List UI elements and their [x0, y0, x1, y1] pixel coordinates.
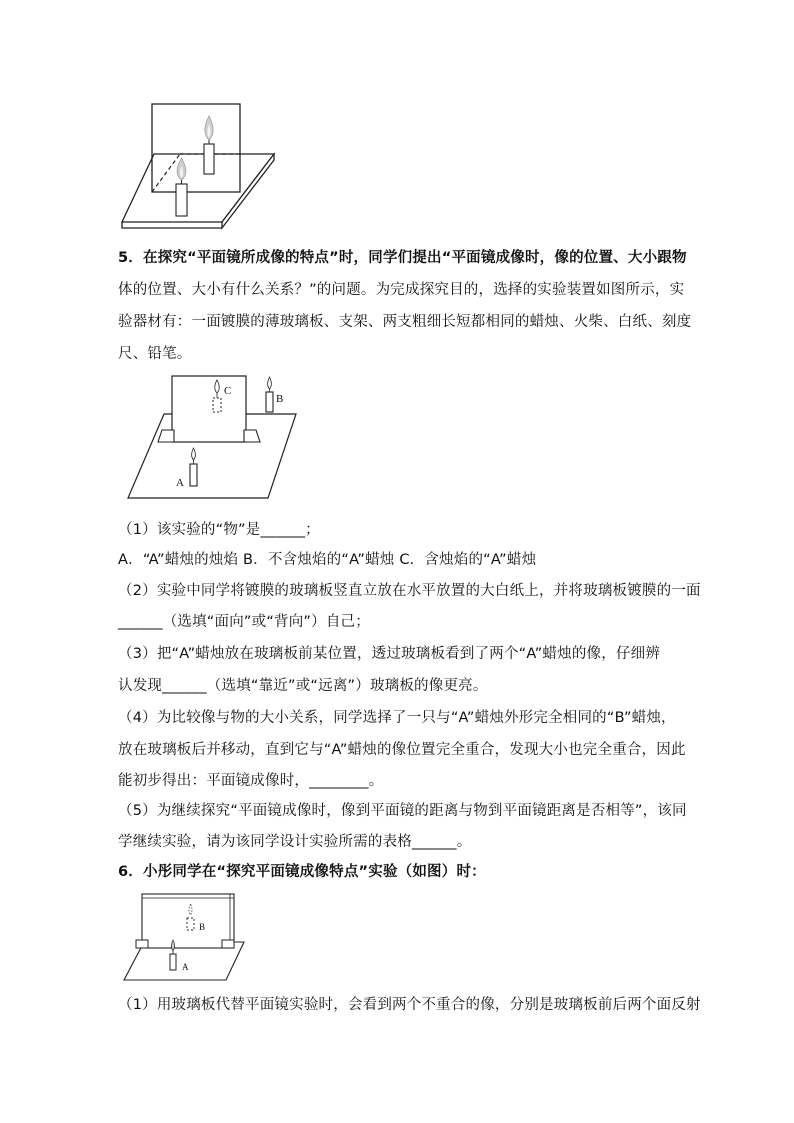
q5-sub5-line-1: （5）为继续探究“平面镜成像时，像到平面镜的距离与物到平面镜距离是否相等”，该同 [118, 803, 687, 819]
q5-sub5-line-2: 学继续实验，请为该同学设计实验所需的表格______。 [118, 834, 472, 850]
q5-stem-line-3: 验器材有：一面镀膜的薄玻璃板、支架、两支粗细长短都相同的蜡烛、火柴、白纸、刻度 [118, 314, 692, 330]
q5-sub3-line-1: （3）把“A”蜡烛放在玻璃板前某位置，透过玻璃板看到了两个“A”蜡烛的像，仔细辨 [118, 646, 661, 662]
q6-sub1: （1）用玻璃板代替平面镜实验时，会看到两个不重合的像，分别是玻璃板前后两个面反射 [118, 997, 701, 1013]
q6-stem: 6．小彤同学在“探究平面镜成像特点”实验（如图）时： [118, 864, 486, 880]
q5-sub3-line-2: 认发现______（选填“靠近”或“远离”）玻璃板的像更亮。 [118, 678, 488, 694]
label-b-small: B [199, 922, 206, 932]
figure-candles-abc [126, 374, 306, 500]
q5-sub1: （1）该实验的“物”是______； [118, 522, 320, 538]
q5-sub1-options: A．“A”蜡烛的烛焰 B．不含烛焰的“A”蜡烛 C．含烛焰的“A”蜡烛 [118, 552, 537, 568]
q5-sub2-line-2: ______（选填“面向”或“背向”）自己； [118, 614, 370, 630]
q5-sub4-line-1: （4）为比较像与物的大小关系，同学选择了一只与“A”蜡烛外形完全相同的“B”蜡烛， [118, 710, 676, 726]
figure-mirror-candles [118, 100, 278, 230]
figure-candles-ab-small [124, 890, 246, 984]
q5-sub4-line-2: 放在玻璃板后并移动，直到它与“A”蜡烛的像位置完全重合，发现大小也完全重合，因此 [118, 742, 686, 758]
label-c: C [224, 385, 232, 397]
q5-stem-line-1: 5．在探究“平面镜所成像的特点”时，同学们提出“平面镜成像时，像的位置、大小跟物 [118, 250, 687, 266]
q5-stem-line-2: 体的位置、大小有什么关系？”的问题。为完成探究目的，选择的实验装置如图所示，实 [118, 282, 685, 298]
label-b: B [276, 393, 284, 405]
label-a-small: A [182, 962, 189, 972]
q5-stem-line-4: 尺、铅笔。 [118, 346, 192, 362]
q5-sub4-line-3: 能初步得出：平面镜成像时，________。 [118, 773, 384, 789]
q5-sub2-line-1: （2）实验中同学将镀膜的玻璃板竖直立放在水平放置的大白纸上，并将玻璃板镀膜的一面 [118, 583, 701, 599]
label-a: A [176, 477, 184, 489]
